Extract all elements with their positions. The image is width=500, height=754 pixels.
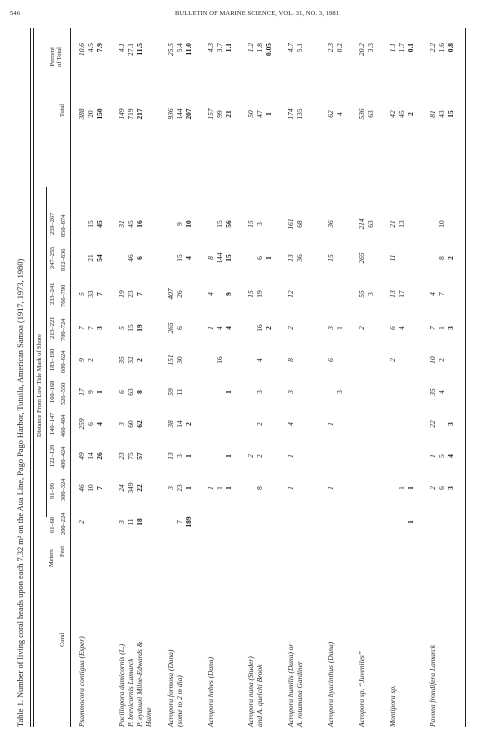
- feet-range: 700–724: [60, 318, 67, 341]
- count-cell: 5: [77, 292, 86, 296]
- count-cell: 60: [126, 420, 135, 428]
- count-cell: 6: [86, 422, 95, 426]
- count-cell: 3: [286, 390, 295, 394]
- count-cell: 5: [117, 326, 126, 330]
- total-cell: 42: [388, 110, 397, 118]
- coral-name: (some to 2 m dia): [175, 675, 184, 727]
- count-cell: 265: [357, 252, 366, 264]
- count-cell: 13: [397, 220, 406, 228]
- count-cell: 7: [135, 292, 144, 296]
- count-cell: 23: [175, 484, 184, 492]
- total-cell: 62: [326, 110, 335, 118]
- percent-cell: 11.0: [184, 43, 193, 56]
- percent-cell: 11.5: [135, 43, 144, 56]
- count-cell: 6: [135, 256, 144, 260]
- count-cell: 19: [117, 290, 126, 298]
- count-cell: 161: [286, 218, 295, 230]
- count-cell: 3: [335, 390, 344, 394]
- count-cell: 1: [437, 326, 446, 330]
- count-cell: 16: [215, 356, 224, 364]
- meters-range: 140–147: [49, 412, 56, 435]
- count-cell: 8: [255, 486, 264, 490]
- total-cell: 4: [335, 112, 344, 116]
- count-cell: 3: [117, 520, 126, 524]
- count-cell: 3: [446, 486, 455, 490]
- count-cell: 189: [184, 516, 193, 528]
- coral-name: Pocillopora damicornis (L.): [117, 643, 126, 727]
- meters-label: Meters: [48, 549, 55, 567]
- count-cell: 19: [135, 324, 144, 332]
- count-cell: 8: [135, 390, 144, 394]
- count-cell: 10: [184, 220, 193, 228]
- meters-range: 61–68: [49, 517, 56, 533]
- count-cell: 15: [175, 254, 184, 262]
- page-number: 546: [10, 10, 21, 17]
- total-cell: 45: [397, 110, 406, 118]
- count-cell: 15: [246, 220, 255, 228]
- count-cell: 3: [446, 326, 455, 330]
- percent-cell: 2.2: [428, 43, 437, 53]
- feet-range: 812–836: [60, 248, 67, 271]
- count-cell: 15: [326, 254, 335, 262]
- count-cell: 2: [446, 256, 455, 260]
- count-cell: 18: [135, 518, 144, 526]
- count-cell: 2: [86, 358, 95, 362]
- count-cell: 45: [126, 220, 135, 228]
- total-cell: 217: [135, 108, 144, 120]
- total-cell: 81: [428, 110, 437, 118]
- feet-range: 300–324: [60, 478, 67, 501]
- count-cell: 62: [135, 420, 144, 428]
- distance-underline: [46, 187, 47, 517]
- percent-cell: 2.3: [326, 43, 335, 53]
- count-cell: 35: [117, 356, 126, 364]
- coral-name: Acropora hyacinthus (Dana): [326, 641, 335, 727]
- total-cell: 15: [446, 110, 455, 118]
- count-cell: 1: [428, 454, 437, 458]
- count-cell: 15: [126, 324, 135, 332]
- total-header: Total: [59, 103, 66, 117]
- coral-name: P. eydouxi Milne-Edwards &: [135, 641, 144, 727]
- percent-header: Percent of Total: [49, 47, 63, 67]
- count-cell: 56: [224, 220, 233, 228]
- count-cell: 4: [446, 454, 455, 458]
- feet-range: 460–484: [60, 414, 67, 437]
- count-cell: 1: [206, 486, 215, 490]
- count-cell: 3: [255, 222, 264, 226]
- count-cell: 35: [428, 388, 437, 396]
- count-cell: 407: [166, 288, 175, 300]
- count-cell: 1: [326, 486, 335, 490]
- coral-name: Acropora nana (Studer): [246, 656, 255, 727]
- count-cell: 6: [175, 326, 184, 330]
- meters-range: 259–267: [49, 212, 56, 235]
- count-cell: 2: [357, 326, 366, 330]
- count-cell: 1: [224, 390, 233, 394]
- percent-cell: 1.6: [437, 43, 446, 53]
- count-cell: 214: [357, 218, 366, 230]
- count-cell: 3: [95, 326, 104, 330]
- percent-cell: 10.6: [77, 43, 86, 56]
- count-cell: 55: [357, 290, 366, 298]
- meters-range: 213–221: [49, 316, 56, 339]
- percent-cell: 0.2: [335, 43, 344, 53]
- count-cell: 46: [126, 254, 135, 262]
- meters-range: 91–99: [49, 483, 56, 499]
- count-cell: 3: [255, 390, 264, 394]
- count-cell: 7: [86, 326, 95, 330]
- count-cell: 7: [95, 292, 104, 296]
- count-cell: 4: [215, 326, 224, 330]
- rotated-table: [14, 28, 480, 727]
- count-cell: 1: [406, 520, 415, 524]
- count-cell: 4: [95, 422, 104, 426]
- feet-range: 600–624: [60, 350, 67, 373]
- count-cell: 2: [428, 486, 437, 490]
- table-top-rule: [30, 28, 31, 727]
- count-cell: 10: [86, 484, 95, 492]
- percent-cell: 3.3: [366, 43, 375, 53]
- distance-header: Distance From Low Tide Mark of Shore: [36, 334, 43, 437]
- table-bottom-rule: [465, 28, 466, 727]
- count-cell: 1: [397, 486, 406, 490]
- count-cell: 1: [215, 486, 224, 490]
- count-cell: 16: [255, 324, 264, 332]
- percent-cell: 4.7: [286, 43, 295, 53]
- percent-cell: 5.1: [295, 43, 304, 53]
- count-cell: 2: [437, 358, 446, 362]
- count-cell: 7: [77, 326, 86, 330]
- count-cell: 6: [437, 486, 446, 490]
- count-cell: 5: [437, 454, 446, 458]
- count-cell: 1: [206, 326, 215, 330]
- count-cell: 6: [255, 256, 264, 260]
- count-cell: 36: [295, 254, 304, 262]
- count-cell: 3: [175, 454, 184, 458]
- percent-cell: 1.7: [397, 43, 406, 53]
- count-cell: 4: [437, 390, 446, 394]
- count-cell: 26: [175, 290, 184, 298]
- count-cell: 54: [95, 254, 104, 262]
- count-cell: 9: [175, 222, 184, 226]
- total-cell: 1: [264, 112, 273, 116]
- total-cell: 157: [206, 108, 215, 120]
- count-cell: 3: [446, 422, 455, 426]
- total-cell: 149: [117, 108, 126, 120]
- count-cell: 7: [95, 486, 104, 490]
- count-cell: 2: [255, 454, 264, 458]
- coral-header: Coral: [59, 632, 66, 647]
- count-cell: 15: [86, 220, 95, 228]
- count-cell: 7: [175, 520, 184, 524]
- running-header: [10, 10, 490, 24]
- count-cell: 2: [255, 422, 264, 426]
- count-cell: 259: [77, 418, 86, 430]
- count-cell: 3: [166, 486, 175, 490]
- coral-name: Acropora humilis (Dana) or: [286, 643, 295, 727]
- total-cell: 2: [406, 112, 415, 116]
- count-cell: 23: [126, 290, 135, 298]
- count-cell: 8: [286, 358, 295, 362]
- percent-cell: 7.9: [95, 43, 104, 53]
- total-cell: 43: [437, 110, 446, 118]
- count-cell: 4: [255, 358, 264, 362]
- count-cell: 349: [126, 482, 135, 494]
- count-cell: 14: [86, 452, 95, 460]
- count-cell: 7: [428, 326, 437, 330]
- count-cell: 8: [437, 256, 446, 260]
- journal-title: BULLETIN OF MARINE SCIENCE, VOL. 31, NO. 3, 1981: [175, 10, 340, 17]
- count-cell: 33: [86, 290, 95, 298]
- count-cell: 3: [366, 292, 375, 296]
- count-cell: 6: [117, 390, 126, 394]
- count-cell: 17: [397, 290, 406, 298]
- count-cell: 63: [126, 388, 135, 396]
- count-cell: 10: [437, 220, 446, 228]
- percent-cell: 1.1: [388, 43, 397, 53]
- count-cell: 151: [166, 354, 175, 366]
- percent-cell: 0.1: [406, 43, 415, 53]
- count-cell: 10: [428, 356, 437, 364]
- feet-range: 526–550: [60, 382, 67, 405]
- count-cell: 22: [135, 484, 144, 492]
- header-bottom-rule: [70, 28, 71, 727]
- count-cell: 9: [77, 358, 86, 362]
- percent-cell: 0.05: [264, 43, 273, 56]
- count-cell: 2: [246, 454, 255, 458]
- count-cell: 2: [184, 422, 193, 426]
- total-cell: 207: [184, 108, 193, 120]
- table-top-rule-2: [33, 28, 34, 727]
- count-cell: 1: [406, 486, 415, 490]
- count-cell: 13: [286, 254, 295, 262]
- total-cell: 63: [366, 110, 375, 118]
- count-cell: 1: [184, 486, 193, 490]
- count-cell: 1: [95, 390, 104, 394]
- total-cell: 47: [255, 110, 264, 118]
- meters-range: 247–255: [49, 246, 56, 269]
- total-cell: 150: [95, 108, 104, 120]
- coral-name: Haime: [144, 707, 153, 727]
- count-cell: 11: [388, 254, 397, 262]
- count-cell: 15: [224, 254, 233, 262]
- coral-name: Psammocora contigua (Esper): [77, 636, 86, 727]
- count-cell: 2: [135, 358, 144, 362]
- total-cell: 388: [77, 108, 86, 120]
- count-cell: 3: [326, 326, 335, 330]
- count-cell: 6: [326, 358, 335, 362]
- count-cell: 1: [224, 486, 233, 490]
- count-cell: 15: [215, 220, 224, 228]
- count-cell: 144: [215, 252, 224, 264]
- coral-name: Montipora sp.: [388, 685, 397, 727]
- count-cell: 4: [286, 422, 295, 426]
- percent-cell: 4.3: [206, 43, 215, 53]
- count-cell: 2: [286, 326, 295, 330]
- count-cell: 15: [246, 290, 255, 298]
- percent-cell: 1.1: [224, 43, 233, 53]
- table-caption: Table 1. Number of living coral heads upon each 7.32 m² on the Aua Line, Pago Pago Harbor, Tutuila, American Samoa (1917, 1973, 1980): [16, 258, 25, 727]
- count-cell: 57: [135, 452, 144, 460]
- count-cell: 1: [326, 422, 335, 426]
- count-cell: 3: [117, 422, 126, 426]
- count-cell: 7: [437, 292, 446, 296]
- percent-cell: 4.5: [86, 43, 95, 53]
- percent-cell: 27.1: [126, 43, 135, 56]
- total-cell: 21: [224, 110, 233, 118]
- count-cell: 16: [135, 220, 144, 228]
- count-cell: 68: [295, 220, 304, 228]
- count-cell: 8: [206, 256, 215, 260]
- count-cell: 75: [126, 452, 135, 460]
- count-cell: 9: [86, 390, 95, 394]
- total-cell: 20: [86, 110, 95, 118]
- count-cell: 32: [126, 356, 135, 364]
- count-cell: 21: [86, 254, 95, 262]
- coral-name: and A. quelchi Brook: [255, 664, 264, 727]
- count-cell: 30: [175, 356, 184, 364]
- total-cell: 719: [126, 108, 135, 120]
- meters-range: 183–190: [49, 348, 56, 371]
- total-cell: 174: [286, 108, 295, 120]
- count-cell: 14: [175, 420, 184, 428]
- total-cell: 936: [166, 108, 175, 120]
- total-cell: 536: [357, 108, 366, 120]
- count-cell: 13: [166, 452, 175, 460]
- percent-cell: 0.8: [446, 43, 455, 53]
- feet-range: 850–874: [60, 214, 67, 237]
- count-cell: 4: [184, 256, 193, 260]
- meters-range: 122–129: [49, 444, 56, 467]
- count-cell: 1: [224, 454, 233, 458]
- feet-range: 400–424: [60, 446, 67, 469]
- count-cell: 31: [117, 220, 126, 228]
- count-cell: 6: [388, 326, 397, 330]
- count-cell: 2: [264, 326, 273, 330]
- count-cell: 2: [77, 520, 86, 524]
- count-cell: 13: [388, 290, 397, 298]
- count-cell: 265: [166, 322, 175, 334]
- meters-range: 233–241: [49, 282, 56, 305]
- count-cell: 1: [184, 454, 193, 458]
- count-cell: 45: [95, 220, 104, 228]
- coral-name: A. rotumana Gardiner: [295, 661, 304, 727]
- count-cell: 21: [388, 220, 397, 228]
- count-cell: 59: [166, 388, 175, 396]
- count-cell: 12: [286, 290, 295, 298]
- count-cell: 4: [397, 326, 406, 330]
- feet-label: Feet: [59, 545, 66, 557]
- count-cell: 1: [286, 486, 295, 490]
- coral-name: Acropora hebes (Dana): [206, 657, 215, 727]
- percent-cell: 25.5: [166, 43, 175, 56]
- feet-range: 766–790: [60, 284, 67, 307]
- count-cell: 23: [117, 452, 126, 460]
- count-cell: 24: [117, 484, 126, 492]
- count-cell: 38: [166, 420, 175, 428]
- count-cell: 11: [126, 518, 135, 526]
- count-cell: 1: [335, 326, 344, 330]
- coral-name: P. brevicornis Lamarck: [126, 658, 135, 727]
- count-cell: 2: [388, 358, 397, 362]
- percent-cell: 20.2: [357, 43, 366, 56]
- total-cell: 50: [246, 110, 255, 118]
- coral-name: Acropora formosa (Dana): [166, 649, 175, 727]
- count-cell: 17: [77, 388, 86, 396]
- count-cell: 19: [255, 290, 264, 298]
- percent-cell: 1.2: [246, 43, 255, 53]
- count-cell: 4: [428, 292, 437, 296]
- percent-cell: 4.1: [117, 43, 126, 53]
- coral-name: Pavona frondifera Lamarck: [428, 645, 437, 727]
- percent-cell: 3.7: [215, 43, 224, 53]
- meters-range: 160–168: [49, 380, 56, 403]
- feet-range: 200–224: [60, 512, 67, 535]
- count-cell: 46: [77, 484, 86, 492]
- count-cell: 1: [264, 256, 273, 260]
- percent-cell: 1.8: [255, 43, 264, 53]
- count-cell: 1: [286, 454, 295, 458]
- count-cell: 49: [77, 452, 86, 460]
- coral-name: Acropora sp. “Juveniles”: [357, 651, 366, 727]
- total-cell: 135: [295, 108, 304, 120]
- count-cell: 63: [366, 220, 375, 228]
- total-cell: 144: [175, 108, 184, 120]
- percent-cell: 5.4: [175, 43, 184, 53]
- count-cell: 4: [206, 292, 215, 296]
- count-cell: 9: [224, 292, 233, 296]
- count-cell: 11: [175, 388, 184, 396]
- count-cell: 22: [428, 420, 437, 428]
- count-cell: 4: [224, 326, 233, 330]
- count-cell: 36: [326, 220, 335, 228]
- count-cell: 26: [95, 452, 104, 460]
- total-cell: 99: [215, 110, 224, 118]
